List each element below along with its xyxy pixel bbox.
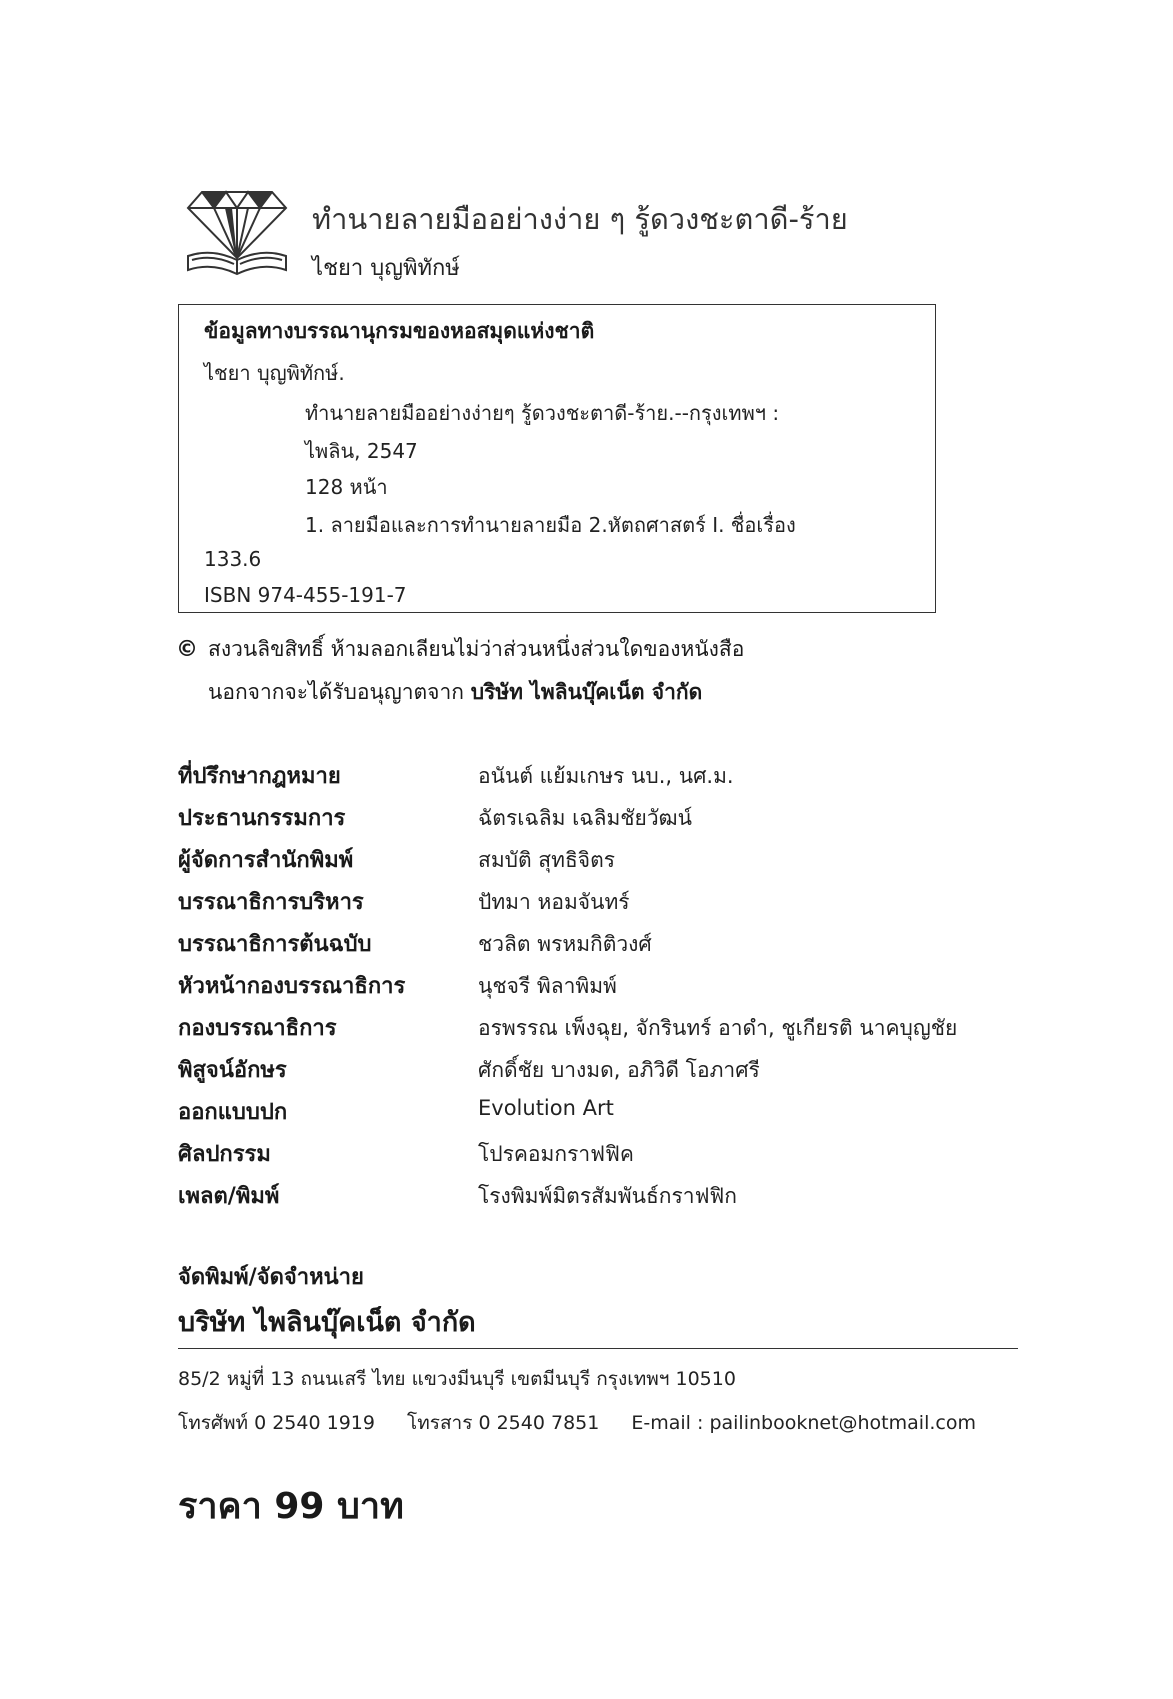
catalog-author: ไชยา บุญพิทักษ์. [204,361,345,385]
credit-name: ชวลิต พรหมกิติวงศ์ [478,932,652,956]
catalog-publisher: ไพลิน, 2547 [305,439,418,463]
credit-row [178,1094,1038,1136]
credit-name: ฉัตรเฉลิม เฉลิมชัยวัฒน์ [478,806,692,830]
credit-role: กองบรรณาธิการ [178,1016,337,1041]
catalog-classification: 133.6 [204,547,262,571]
copyright-notice-2 [208,676,702,709]
credit-row [178,884,1038,926]
credit-row [178,1052,1038,1094]
copyright-icon: © [176,637,198,662]
divider [178,1348,1018,1349]
catalog-isbn: ISBN 974-455-191-7 [204,583,407,607]
credit-name: โรงพิมพ์มิตรสัมพันธ์กราฟฟิก [478,1184,738,1208]
credit-row [178,1136,1038,1178]
credit-name: ปัทมา หอมจันทร์ [478,890,630,914]
credit-row [178,758,1038,800]
credit-row [178,926,1038,968]
credit-name: อรพรรณ เพ็งฉุย, จักรินทร์ อาดำ, ชูเกียรติ นาคบุญชัย [478,1016,958,1040]
phone-number: โทรศัพท์ 0 2540 1919 [178,1412,375,1434]
publisher-contact [178,1408,1002,1438]
distribution-label: จัดพิมพ์/จัดจำหน่าย [178,1265,364,1290]
credit-name: สมบัติ สุทธิจิตร [478,848,616,872]
cataloging-in-publication-box [178,304,936,613]
catalog-pages: 128 หน้า [305,475,388,499]
credit-role: พิสูจน์อักษร [178,1058,287,1083]
credit-role: ประธานกรรมการ [178,806,346,831]
copyright-line-2-prefix: นอกจากจะได้รับอนุญาตจาก [208,680,464,704]
credit-role: ผู้จัดการสำนักพิมพ์ [178,848,354,873]
copyright-line-1: สงวนลิขสิทธิ์ ห้ามลอกเลียนไม่ว่าส่วนหนึ่งส่วนใดของหนังสือ [208,637,745,661]
copyright-company: บริษัท ไพลินบุ๊คเน็ต จำกัด [470,680,703,704]
credit-name: อนันต์ แย้มเกษร นบ., นศ.ม. [478,764,734,788]
credit-role: ที่ปรึกษากฎหมาย [178,764,341,789]
credit-row [178,1010,1038,1052]
credit-row [178,1178,1038,1220]
diamond-book-logo [182,186,292,276]
credits-list [178,758,1038,1220]
email-address: E-mail : pailinbooknet@hotmail.com [631,1412,976,1434]
credit-row [178,968,1038,1010]
credit-role: ออกแบบปก [178,1100,288,1125]
credit-role: หัวหน้ากองบรรณาธิการ [178,974,406,999]
credit-name: โปรคอมกราฟฟิค [478,1142,634,1166]
credit-name: ศักดิ์ชัย บางมด, อภิวิดี โอภาศรี [478,1058,760,1082]
book-price: ราคา 99 บาท [178,1486,404,1527]
book-title: ทำนายลายมืออย่างง่าย ๆ รู้ดวงชะตาดี-ร้าย [312,202,848,236]
credit-row [178,842,1038,884]
credit-role: บรรณาธิการบริหาร [178,890,364,915]
distribution-company: บริษัท ไพลินบุ๊คเน็ต จำกัด [178,1307,476,1338]
book-author: ไชยา บุญพิทักษ์ [312,256,460,281]
catalog-heading: ข้อมูลทางบรรณานุกรมของหอสมุดแห่งชาติ [204,319,595,343]
publisher-address: 85/2 หมู่ที่ 13 ถนนเสรี ไทย แขวงมีนบุรี เขตมีนบุรี กรุงเทพฯ 10510 [178,1368,736,1390]
catalog-title: ทำนายลายมืออย่างง่ายๆ รู้ดวงชะตาดี-ร้าย.--กรุงเทพฯ : [305,401,780,425]
credit-role: เพลต/พิมพ์ [178,1184,280,1209]
copyright-notice [176,633,744,666]
fax-number: โทรสาร 0 2540 7851 [407,1412,600,1434]
credit-role: ศิลปกรรม [178,1142,271,1167]
catalog-subjects: 1. ลายมือและการทำนายลายมือ 2.หัตถศาสตร์ I. ชื่อเรื่อง [305,513,796,537]
credit-name: นุชจรี พิลาพิมพ์ [478,974,617,998]
credit-row [178,800,1038,842]
credit-role: บรรณาธิการต้นฉบับ [178,932,372,957]
credit-name: Evolution Art [478,1096,614,1120]
